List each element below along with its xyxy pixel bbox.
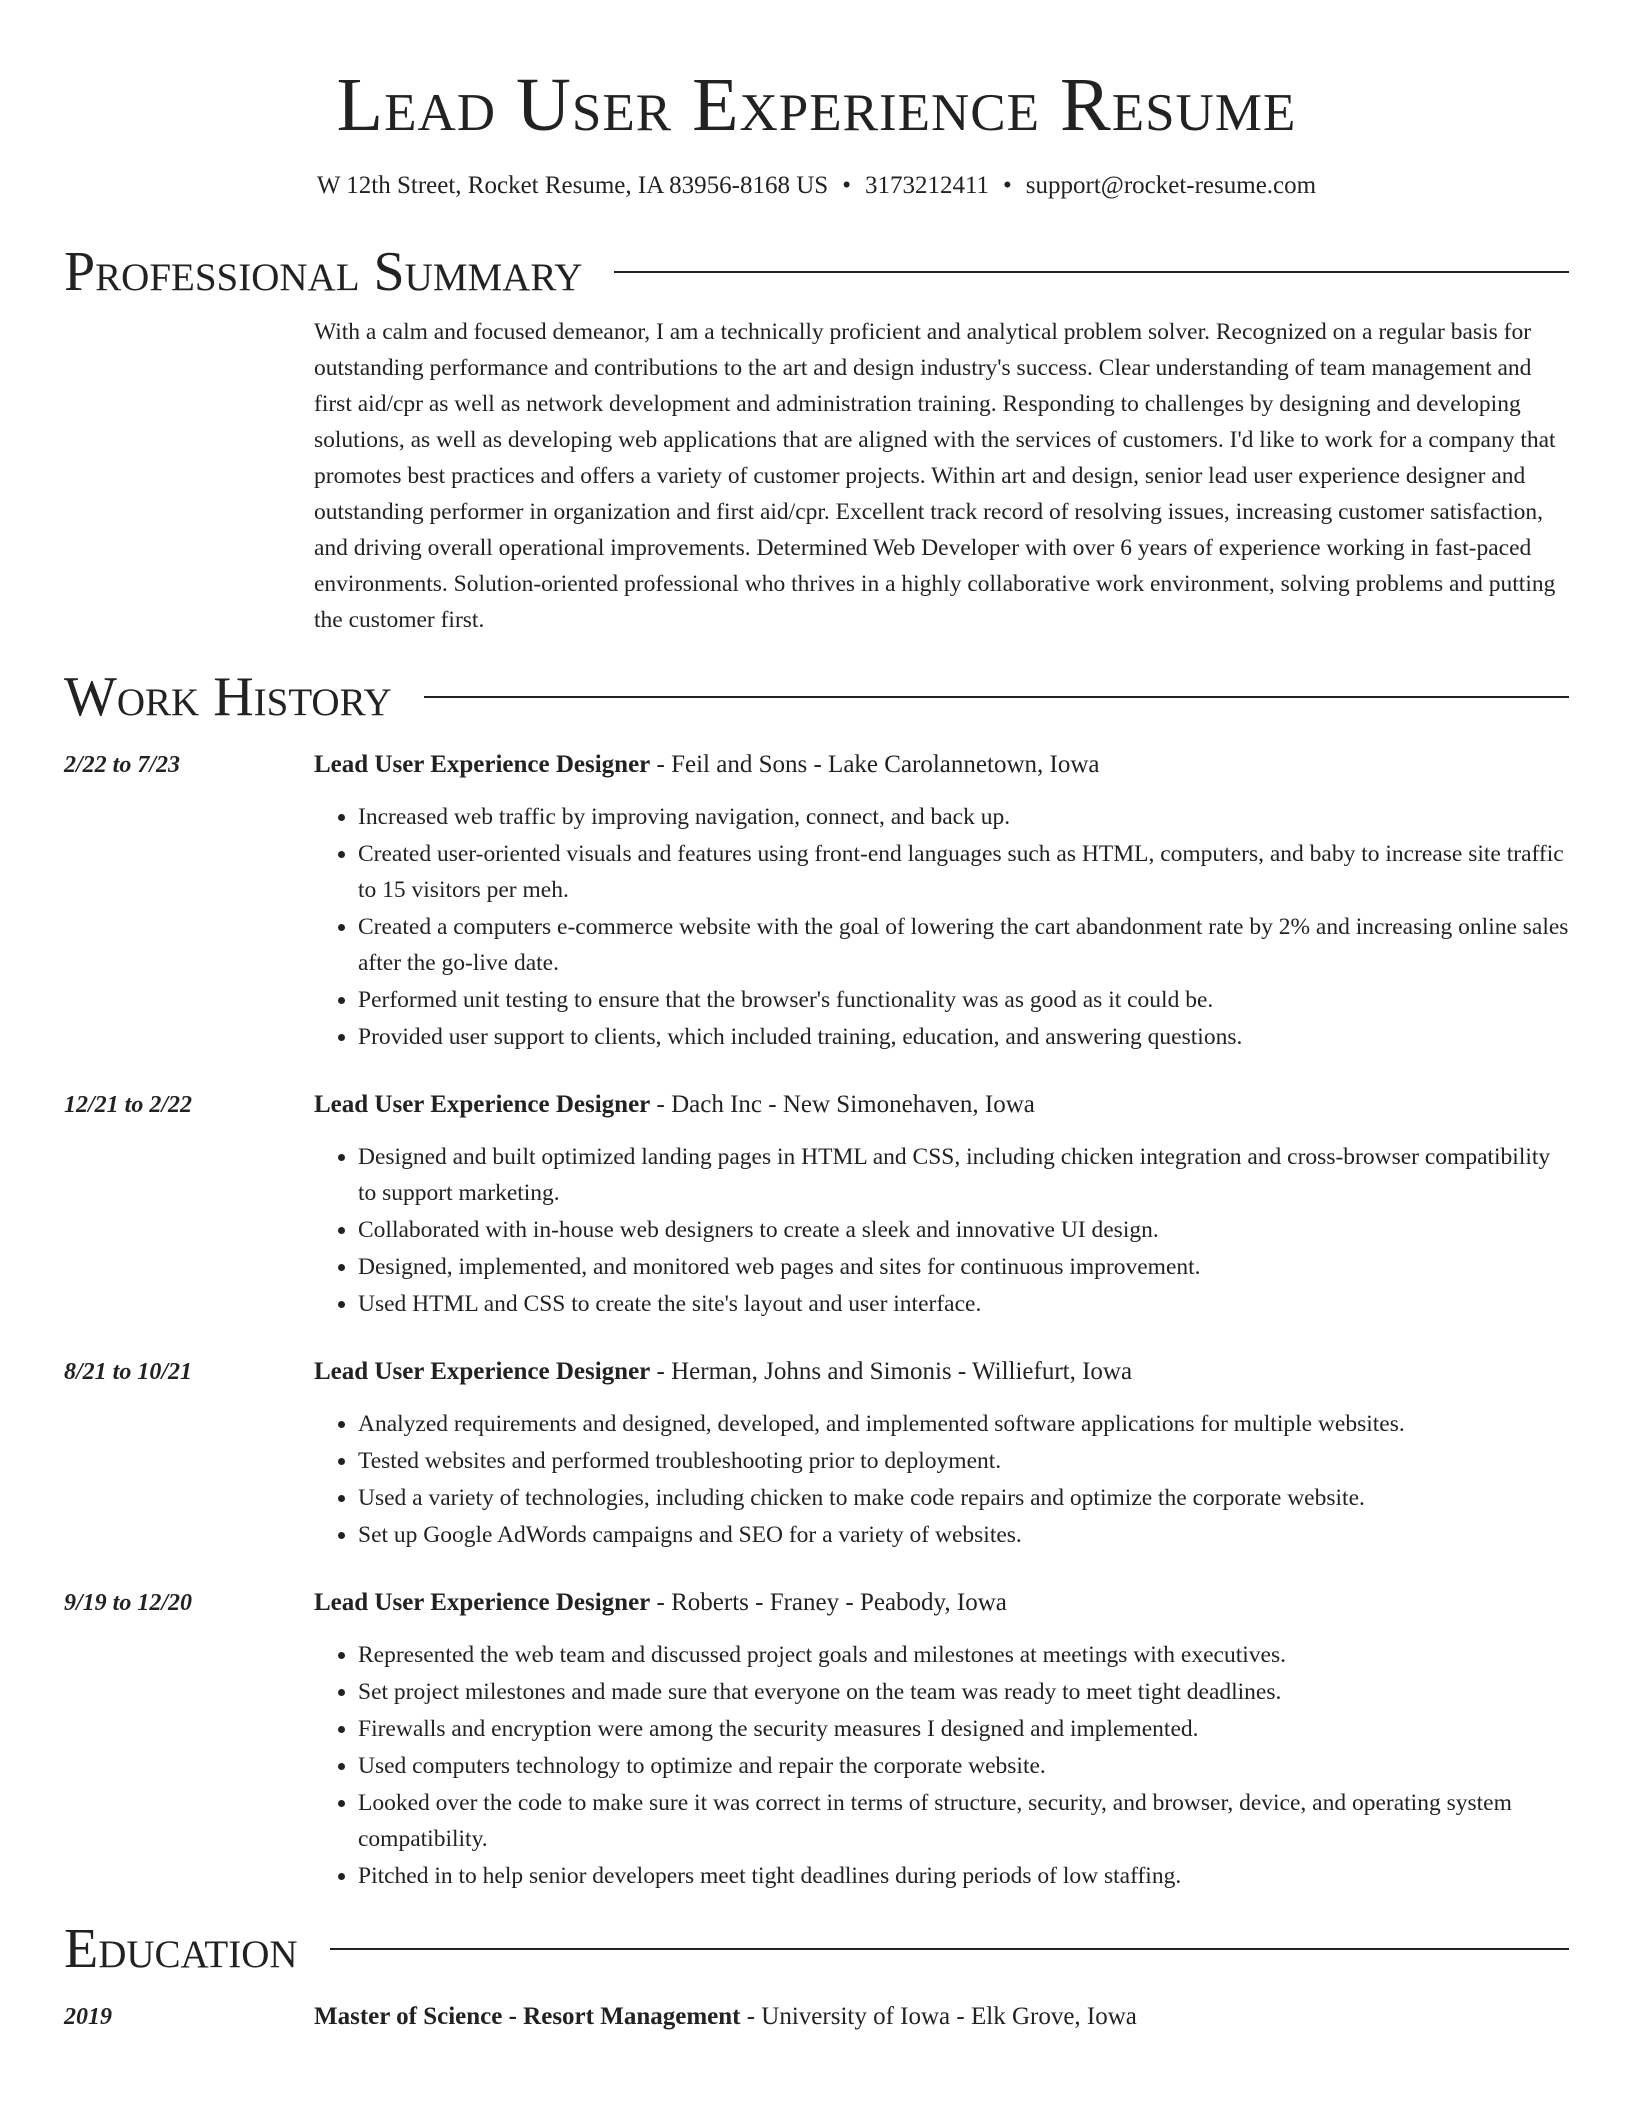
contact-line <box>64 170 1569 202</box>
job-bullets <box>314 1406 1569 1553</box>
summary-text: With a calm and focused demeanor, I am a technically proficient and analytical problem solver. Recognized on a regular basis for outstanding performance and contributions to the art and design industry's success. Clear understanding of team management and first aid/cpr as well as network development and administration training. Responding to challenges by designing and developing solutions, as well as developing web applications that are aligned with the services of customers. I'd like to work for a company that promotes best practices and offers a variety of customer projects. Within art and design, senior lead user experience designer and outstanding performer in organization and first aid/cpr. Excellent track record of resolving issues, increasing customer satisfaction, and driving overall operational improvements. Determined Web Developer with over 6 years of experience working in fast-paced environments. Solution-oriented professional who thrives in a highly collaborative work environment, solving problems and putting the customer first. <box>314 319 1556 633</box>
job-bullet: • Created a computers e-commerce website with the goal of lowering the cart abandonment rate by 2% and increasing online sales after the go-live date. <box>358 909 1569 981</box>
education-school: - University of Iowa - Elk Grove, Iowa <box>740 2003 1137 2030</box>
job-heading <box>314 1087 1569 1123</box>
education-section-header <box>64 1917 1569 1981</box>
job-bullet: • Set up Google AdWords campaigns and SEO for a variety of websites. <box>358 1517 1569 1553</box>
job-date: 9/19 to 12/20 <box>64 1590 193 1616</box>
job-bullet: • Collaborated with in-house web designers to create a sleek and innovative UI design. <box>358 1212 1569 1248</box>
job-role: Lead User Experience Designer <box>314 751 651 778</box>
contact-email: support@rocket-resume.com <box>1025 172 1317 199</box>
job-bullet: • Looked over the code to make sure it was correct in terms of structure, security, and browser, device, and operating system compatibility. <box>358 1785 1569 1857</box>
contact-separator: • <box>842 172 851 199</box>
job-bullet: • Created user-oriented visuals and features using front-end languages such as HTML, computers, and baby to increase site traffic to 15 visitors per meh. <box>358 836 1569 908</box>
section-divider <box>330 1948 1569 1950</box>
contact-address: W 12th Street, Rocket Resume, IA 83956-8168 US <box>316 172 829 199</box>
job-bullet: • Used a variety of technologies, including chicken to make code repairs and optimize the corporate website. <box>358 1480 1569 1516</box>
summary-section-header <box>64 240 1569 304</box>
job-role: Lead User Experience Designer <box>314 1091 651 1118</box>
job-bullet: • Pitched in to help senior developers meet tight deadlines during periods of low staffing. <box>358 1858 1569 1894</box>
section-divider <box>424 696 1569 698</box>
job-bullets <box>314 799 1569 1055</box>
work-section-header <box>64 665 1569 729</box>
job-bullet: • Analyzed requirements and designed, developed, and implemented software applications for multiple websites. <box>358 1406 1569 1442</box>
job-bullet: • Designed and built optimized landing pages in HTML and CSS, including chicken integration and cross-browser compatibility to support marketing. <box>358 1139 1569 1211</box>
job-heading <box>314 1585 1569 1621</box>
section-divider <box>614 271 1569 273</box>
job-role: Lead User Experience Designer <box>314 1358 651 1385</box>
job-bullet: • Used computers technology to optimize and repair the corporate website. <box>358 1748 1569 1784</box>
summary-heading: Professional Summary <box>64 241 583 303</box>
job-bullet: • Provided user support to clients, which included training, education, and answering questions. <box>358 1019 1569 1055</box>
job-heading <box>314 747 1569 783</box>
job-bullet: • Firewalls and encryption were among the security measures I designed and implemented. <box>358 1711 1569 1747</box>
resume-title: Lead User Experience Resume <box>336 63 1297 147</box>
education-heading: Education <box>64 1918 298 1980</box>
job-bullet: • Increased web traffic by improving navigation, connect, and back up. <box>358 799 1569 835</box>
education-date: 2019 <box>64 2004 112 2030</box>
job-bullet: • Designed, implemented, and monitored web pages and sites for continuous improvement. <box>358 1249 1569 1285</box>
job-bullet: • Used HTML and CSS to create the site's layout and user interface. <box>358 1286 1569 1322</box>
job-role: Lead User Experience Designer <box>314 1589 651 1616</box>
education-heading-line <box>314 1999 1137 2035</box>
job-entry <box>64 747 1569 1056</box>
job-bullet: • Performed unit testing to ensure that the browser's functionality was as good as it could be. <box>358 982 1569 1018</box>
job-entry <box>64 1354 1569 1554</box>
education-degree: Master of Science - Resort Management <box>314 2003 741 2030</box>
work-heading: Work History <box>64 666 392 728</box>
job-bullet: • Set project milestones and made sure that everyone on the team was ready to meet tight deadlines. <box>358 1674 1569 1710</box>
job-entry <box>64 1585 1569 1895</box>
education-entry <box>64 1999 1569 2035</box>
job-date: 2/22 to 7/23 <box>64 752 181 778</box>
job-heading <box>314 1354 1569 1390</box>
job-bullets <box>314 1637 1569 1894</box>
job-employer: - Feil and Sons - Lake Carolannetown, Iowa <box>650 751 1100 778</box>
job-employer: - Herman, Johns and Simonis - Williefurt, Iowa <box>650 1358 1133 1385</box>
job-date: 12/21 to 2/22 <box>64 1092 193 1118</box>
job-date: 8/21 to 10/21 <box>64 1359 193 1385</box>
job-employer: - Roberts - Franey - Peabody, Iowa <box>650 1589 1007 1616</box>
job-employer: - Dach Inc - New Simonehaven, Iowa <box>650 1091 1035 1118</box>
job-bullets <box>314 1139 1569 1322</box>
job-bullet: • Represented the web team and discussed project goals and milestones at meetings with executives. <box>358 1637 1569 1673</box>
contact-separator: • <box>1003 172 1012 199</box>
job-bullet: • Tested websites and performed troubleshooting prior to deployment. <box>358 1443 1569 1479</box>
contact-phone: 3173212411 <box>864 172 990 199</box>
job-entry <box>64 1087 1569 1323</box>
